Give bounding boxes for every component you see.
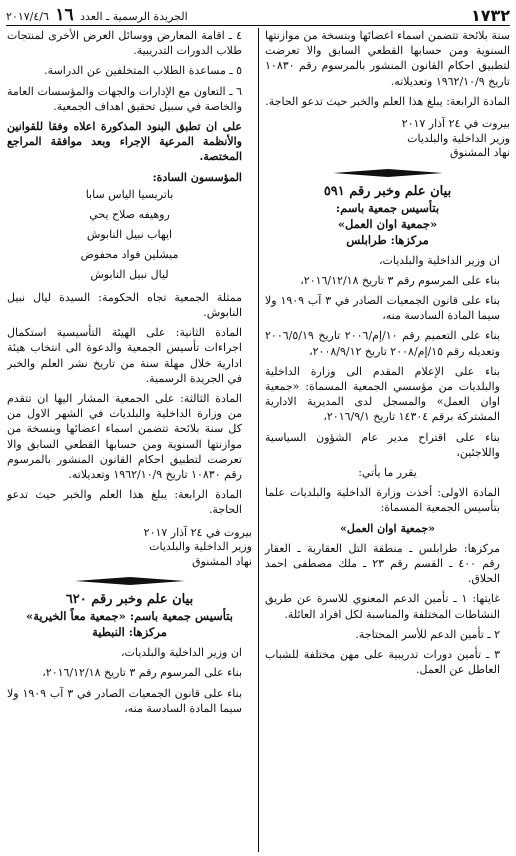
decision-heading: يقرر ما يأتي: (358, 465, 417, 479)
notice-subtitle: بتأسيس جمعية باسم: «جمعية معاً الخيرية» (26, 609, 233, 624)
association-name: «جمعية اوان العمل» (337, 216, 438, 231)
signature-block (7, 526, 252, 570)
article-four: المادة الرابعة: يبلغ هذا العلم والخبر حيث تدعو الحاجة. (265, 94, 510, 108)
founders-list (7, 185, 252, 285)
paragraph: بناء على قانون الجمعيات الصادر في ٣ آب ١٩٠٩ ولا سيما المادة السادسة منه، (265, 293, 501, 323)
goal-item: ٤ ـ اقامة المعارض ووسائل العرض الأخرى لمنتجات طلاب الدورات التدريبية. (7, 29, 242, 58)
paragraph: بناء على قانون الجمعيات الصادر في ٣ آب ١٩٠٩ ولا سيما المادة السادسة منه، (7, 686, 243, 715)
paragraph: ان وزير الداخلية والبلديات، (378, 253, 500, 267)
signature-date: بيروت في ٢٤ آذار ٢٠١٧ (143, 525, 252, 539)
goal-item: ٣ ـ تأمين دورات تدريبية على مهن مختلفة للشباب العاطل عن العمل. (265, 647, 500, 677)
issue-number: ١٦ (55, 5, 74, 25)
association-seat: مركزها: طرابلس (346, 232, 429, 247)
founder-name: باتريسيا الياس سابا (85, 187, 174, 201)
page-header (6, 5, 510, 26)
article-three: المادة الثالثة: على الجمعية المشار اليها ان تتقدم من وزارة الداخلية والبلديات في الشهر الاول من كل سنة بلائحة تتضمن اسماء اعضائها وبنسخة من موازنتها السنوية ومن حسابها القطعي السابق والا تعرضت لتطبيق احكام القانون المنشور بالمرسوم رقم ١٠٨٣٠ تاريخ ١٩٦٢/١٠/٩ وتعديلاته. (7, 392, 242, 482)
goal-item: ٢ ـ تأمين الدعم للأسر المحتاجة. (355, 627, 500, 641)
signature-title: وزير الداخلية والبلديات (149, 540, 252, 554)
founder-name: ايهاب نبيل النابوش (86, 227, 173, 241)
signature-name: نهاد المشنوق (450, 146, 510, 160)
gazette-name: الجريدة الرسمية ـ العدد (80, 10, 188, 23)
government-representative: ممثلة الجمعية تجاه الحكومة: السيدة ليال نبيل النابوش. (7, 290, 242, 320)
notice-subtitle: بتأسيس جمعية باسم: (335, 200, 440, 215)
left-column (7, 28, 258, 852)
association-name: «جمعية اوان العمل» (340, 521, 435, 535)
notice-title: بيان علم وخبر رقم ٦٢٠ (65, 592, 194, 608)
paragraph: بناء على المرسوم رقم ٣ تاريخ ٢٠١٦/١٢/١٨، (42, 666, 242, 680)
column-divider (258, 28, 259, 852)
conditions-paragraph: على ان تطبق البنود المذكورة اعلاه وفقا للقوانين والأنظمة المرعية الإجراء وبعد موافقة المراجع المختصة. (7, 120, 242, 164)
paragraph: بناء على اقتراح مدير عام الشؤون السياسية واللاجئين، (265, 430, 500, 459)
founders-title: المؤسسون السادة: (152, 170, 242, 184)
article-four: المادة الرابعة: يبلغ هذا العلم والخبر حيث تدعو الحاجة. (7, 488, 242, 517)
goal-item: ٦ ـ التعاون مع الإدارات والجهات والمؤسسات العامة والخاصة في سبيل تحقيق اهداف الجمعية. (7, 84, 242, 113)
founder-name: روهيفه صلاح يحي (89, 207, 170, 221)
page-columns (6, 28, 510, 852)
section-divider (265, 169, 510, 177)
paragraph: بناء على المرسوم رقم ٣ تاريخ ٢٠١٦/١٢/١٨، (300, 273, 500, 287)
founder-name: ميشلين فواد محفوض (80, 247, 179, 261)
gazette-issue-info (6, 5, 188, 25)
right-column (259, 28, 510, 852)
page-number: ١٧٣٢ (470, 5, 510, 25)
signature-date: بيروت في ٢٤ آذار ٢٠١٧ (401, 117, 510, 131)
section-divider (7, 577, 252, 585)
paragraph: بناء على التعميم رقم ١٠/إم/٢٠٠٦ تاريخ ٢٠٠٦/٥/١٩ وتعديله رقم ١٥/إم/٢٠٠٨ تاريخ ٢٠٠٨/٩/١٢، (265, 329, 500, 358)
article-one: المادة الاولى: أخذت وزارة الداخلية والبلديات علما بتأسيس الجمعية المسماة: (265, 486, 500, 515)
paragraph: سنة بلائحة تتضمن اسماء اعضائها وبنسخة من موازنتها السنوية ومن حسابها القطعي السابق والا تعرضت لتطبيق احكام القانون المنشور بالمرسوم رقم ١٠٨٣٠ تاريخ ١٩٦٢/١٠/٩ وتعديلاته. (265, 29, 510, 88)
article-two: المادة الثانية: على الهيئة التأسيسية استكمال اجراءات تأسيس الجمعية والدعوة الى انتخاب هيئة ادارية خلال مهلة سنة من تاريخ نشر العلم والخبر في الجريدة الرسمية. (7, 326, 242, 385)
founder-name: ليال نبيل النابوش (90, 267, 169, 281)
association-seat-details: مركزها: طرابلس ـ منطقة التل العقارية ـ العقار رقم ٤٠٠ ـ القسم رقم ٢٣ ـ ملك مصطفى احمد الحلاق. (265, 541, 500, 586)
association-seat: مركزها: النبطية (92, 625, 167, 640)
signature-block (265, 117, 510, 161)
paragraph: بناء على الإعلام المقدم الى وزارة الداخلية والبلديات من مؤسسي الجمعية المسماة: «جمعية اوان العمل» والمسجل لدى المديرية الادارية المشتركة برقم ١٤٣٠٤ تاريخ ٢٠١٦/٩/١، (265, 364, 500, 424)
goal-item: ٥ ـ مساعدة الطلاب المتخلفين عن الدراسة. (44, 64, 242, 78)
association-goals: غايتها: ١ ـ تأمين الدعم المعنوي للاسرة عن طريق النشاطات المختلفة والمناسبة لكل افراد العائلة. (265, 592, 500, 621)
paragraph: ان وزير الداخلية والبلديات، (120, 646, 242, 660)
notice-title: بيان علم وخبر رقم ٥٩١ (323, 183, 452, 199)
signature-name: نهاد المشنوق (192, 554, 252, 568)
signature-title: وزير الداخلية والبلديات (407, 131, 510, 145)
issue-date: ٢٠١٧/٤/٦ (6, 10, 49, 23)
